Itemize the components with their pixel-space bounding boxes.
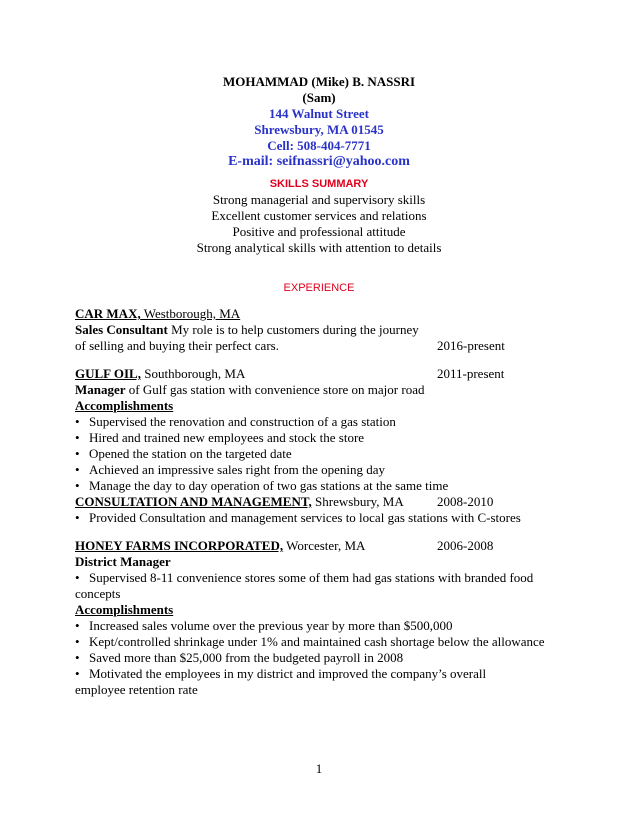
candidate-name: MOHAMMAD (Mike) B. NASSRI bbox=[222, 74, 416, 89]
company-location: Shrewsbury, MA bbox=[311, 494, 404, 509]
skills-title: SKILLS SUMMARY bbox=[269, 178, 369, 190]
list-item: • Kept/controlled shrinkage under 1% and maintained cash shortage below the allowance bbox=[75, 634, 545, 649]
list-item: • Provided Consultation and management services to local gas stations with C-stores bbox=[75, 510, 521, 525]
skill-item: Strong analytical skills with attention to details bbox=[196, 240, 442, 255]
job-honey-farms bbox=[75, 538, 545, 698]
phone: Cell: 508-404-7771 bbox=[267, 138, 371, 153]
company-name: HONEY FARMS INCORPORATED, bbox=[75, 538, 284, 553]
list-item: • Hired and trained new employees and stock the store bbox=[75, 430, 365, 445]
company-name: CAR MAX, bbox=[75, 306, 141, 321]
job-description: of selling and buying their perfect cars. bbox=[75, 338, 279, 353]
accomplishments-title: Accomplishments bbox=[75, 602, 174, 617]
candidate-nickname: (Sam) bbox=[302, 90, 336, 105]
job-consultation bbox=[75, 494, 555, 526]
skills-list bbox=[0, 192, 638, 256]
company-name: CONSULTATION AND MANAGEMENT, bbox=[75, 494, 312, 509]
skill-item: Positive and professional attitude bbox=[232, 224, 406, 239]
address-city: Shrewsbury, MA 01545 bbox=[254, 122, 384, 137]
list-item: • Opened the station on the targeted date bbox=[75, 446, 292, 461]
list-item: • Supervised 8-11 convenience stores some of them had gas stations with branded food concepts bbox=[75, 570, 534, 601]
job-dates: 2016-present bbox=[437, 338, 505, 353]
job-gulf-oil bbox=[75, 366, 555, 494]
list-item: • Manage the day to day operation of two gas stations at the same time bbox=[75, 478, 449, 493]
company-location: Westborough, MA bbox=[140, 306, 241, 321]
list-item: • Motivated the employees in my district and improved the company’s overall employee retention rate bbox=[75, 666, 487, 697]
company-name: GULF OIL, bbox=[75, 366, 141, 381]
job-carmax bbox=[75, 306, 555, 354]
experience-title: EXPERIENCE bbox=[283, 282, 355, 294]
email: E-mail: seifnassri@yahoo.com bbox=[228, 154, 410, 169]
header-block bbox=[0, 74, 638, 170]
list-item: • Saved more than $25,000 from the budgeted payroll in 2008 bbox=[75, 650, 404, 665]
page-number: 1 bbox=[315, 761, 323, 776]
list-item: • Achieved an impressive sales right from the opening day bbox=[75, 462, 386, 477]
company-location: Worcester, MA bbox=[283, 538, 366, 553]
job-role: Sales Consultant bbox=[75, 322, 168, 337]
job-description: My role is to help customers during the journey bbox=[167, 322, 419, 337]
skill-item: Excellent customer services and relations bbox=[211, 208, 427, 223]
list-item: • Increased sales volume over the previous year by more than $500,000 bbox=[75, 618, 453, 633]
skill-item: Strong managerial and supervisory skills bbox=[212, 192, 426, 207]
address-street: 144 Walnut Street bbox=[269, 106, 369, 121]
job-role: Manager bbox=[75, 382, 126, 397]
job-description: of Gulf gas station with convenience store on major road bbox=[125, 382, 425, 397]
accomplishments-title: Accomplishments bbox=[75, 398, 174, 413]
list-item: • Supervised the renovation and construction of a gas station bbox=[75, 414, 396, 429]
job-dates: 2011-present bbox=[437, 366, 505, 381]
company-location: Southborough, MA bbox=[140, 366, 246, 381]
job-dates: 2008-2010 bbox=[437, 494, 494, 509]
job-role: District Manager bbox=[75, 554, 171, 569]
job-dates: 2006-2008 bbox=[437, 538, 494, 553]
